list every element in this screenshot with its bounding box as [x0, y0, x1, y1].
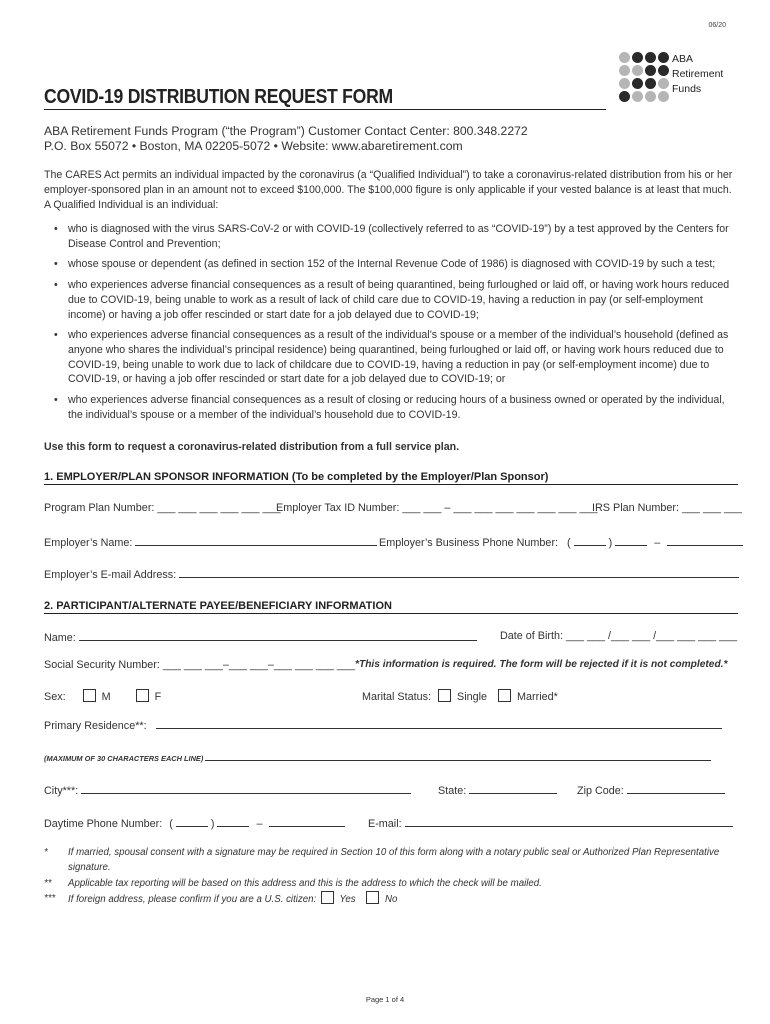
- sex-field: [44, 689, 161, 703]
- employer-email-label: Employer’s E-mail Address:: [44, 569, 177, 581]
- us-citizen-yes-checkbox[interactable]: [321, 891, 334, 904]
- logo-line-funds: Funds: [672, 83, 702, 95]
- irs-plan-number-field[interactable]: [592, 502, 742, 514]
- state-input[interactable]: [469, 783, 557, 794]
- state-field[interactable]: [438, 783, 557, 797]
- employer-tax-id-field[interactable]: [276, 502, 598, 514]
- list-item: • who experiences adverse financial consequences as a result of being quarantined, being furloughed or laid off, or having work hours reduced due to COVID-19, being unable to work as a result of lack of child care due to COVID-19, having a reduction in pay (or self-employment income) or having a job offer rescinded or start date for a job delayed due to COVID-19;: [44, 278, 738, 322]
- name-field[interactable]: [44, 630, 477, 644]
- program-plan-number-blanks[interactable]: ___ ___ ___ ___ ___ ___: [157, 502, 281, 514]
- contact-line-1: ABA Retirement Funds Program (“the Program”) Customer Contact Center: 800.348.2272: [44, 124, 528, 138]
- name-label: Name:: [44, 632, 76, 644]
- intro-paragraph: The CARES Act permits an individual impacted by the coronavirus (a “Qualified Individual”) to take a coronavirus-related distribution from his or her employer-sponsored plan in an amount not to exceed $100,000. The $100,000 figure is only applicable if your vested balance is at least that much. A Qualified Individual is an individual:: [44, 169, 733, 211]
- us-citizen-yes-label: Yes: [339, 894, 356, 905]
- employer-name-field[interactable]: [44, 535, 377, 549]
- footnote-2: Applicable tax reporting will be based on this address and this is the address to which the check will be mailed.: [68, 878, 542, 889]
- sex-male-label: M: [101, 691, 111, 703]
- employer-tax-id-label: Employer Tax ID Number:: [276, 502, 400, 514]
- qualified-individual-list: [44, 222, 738, 428]
- sex-label: Sex:: [44, 691, 66, 703]
- logo-text: [672, 52, 723, 97]
- business-phone-field[interactable]: [379, 535, 743, 549]
- page-number: Page 1 of 4: [365, 995, 405, 1004]
- participant-email-field[interactable]: [368, 816, 733, 830]
- max-characters-note: (MAXIMUM OF 30 CHARACTERS EACH LINE): [44, 754, 204, 763]
- employer-name-input[interactable]: [135, 535, 377, 546]
- daytime-phone-field[interactable]: [44, 816, 345, 830]
- sex-female-label: F: [154, 691, 162, 703]
- zip-field[interactable]: [577, 783, 725, 797]
- footnote-mark-2: **: [44, 878, 52, 889]
- daytime-line-input[interactable]: [269, 816, 345, 827]
- aba-logo: [619, 52, 739, 104]
- phone-prefix-input[interactable]: [615, 535, 647, 546]
- use-form-note: Use this form to request a coronavirus-related distribution from a full service plan.: [44, 441, 460, 453]
- list-item: • whose spouse or dependent (as defined in section 152 of the Internal Revenue Code of 1986) is diagnosed with COVID-19 by such a test;: [44, 257, 738, 272]
- area-code-input[interactable]: [574, 535, 606, 546]
- footnote-3-text: If foreign address, please confirm if you are a U.S. citizen:: [68, 894, 317, 905]
- address-line-2-input[interactable]: [205, 752, 711, 761]
- city-label: City***:: [44, 785, 79, 797]
- contact-info: [44, 124, 528, 154]
- program-plan-number-label: Program Plan Number:: [44, 502, 155, 514]
- ssn-label: Social Security Number:: [44, 659, 160, 671]
- marital-status-label: Marital Status:: [362, 691, 432, 703]
- ssn-field[interactable]: [44, 659, 355, 671]
- phone-open-paren: (: [169, 818, 173, 830]
- daytime-area-code-input[interactable]: [176, 816, 208, 827]
- us-citizen-no-checkbox[interactable]: [366, 891, 379, 904]
- daytime-phone-label: Daytime Phone Number:: [44, 818, 163, 830]
- marital-status-field: [362, 689, 558, 703]
- primary-residence-label: Primary Residence**:: [44, 720, 147, 732]
- phone-close-paren: ): [608, 537, 613, 549]
- sex-male-checkbox[interactable]: [83, 689, 96, 702]
- daytime-prefix-input[interactable]: [217, 816, 249, 827]
- participant-email-input[interactable]: [405, 816, 733, 827]
- dob-blanks[interactable]: ___ ___ /___ ___ /___ ___ ___ ___: [566, 630, 738, 642]
- footnote-mark-1: *: [44, 847, 48, 858]
- name-input[interactable]: [79, 630, 477, 641]
- form-title: COVID-19 DISTRIBUTION REQUEST FORM: [44, 86, 393, 108]
- primary-residence-field[interactable]: [44, 718, 722, 732]
- employer-email-field[interactable]: [44, 567, 739, 581]
- contact-line-2: P.O. Box 55072 • Boston, MA 02205-5072 • Website: www.abaretirement.com: [44, 139, 463, 153]
- city-field[interactable]: [44, 783, 411, 797]
- form-version: 06/20: [708, 22, 726, 29]
- marital-single-checkbox[interactable]: [438, 689, 451, 702]
- ssn-blanks[interactable]: ___ ___ ___–___ ___–___ ___ ___ ___: [162, 659, 355, 671]
- logo-line-aba: ABA: [672, 53, 694, 65]
- zip-input[interactable]: [627, 783, 725, 794]
- section-1-heading: 1. EMPLOYER/PLAN SPONSOR INFORMATION (To be completed by the Employer/Plan Sponsor): [44, 471, 738, 485]
- sex-female-checkbox[interactable]: [136, 689, 149, 702]
- marital-single-label: Single: [457, 691, 488, 703]
- irs-plan-number-label: IRS Plan Number:: [592, 502, 680, 514]
- participant-email-label: E-mail:: [368, 818, 402, 830]
- employer-email-input[interactable]: [179, 567, 739, 578]
- employer-name-label: Employer’s Name:: [44, 537, 133, 549]
- phone-open-paren: (: [567, 537, 571, 549]
- footnote-mark-3: ***: [44, 893, 56, 904]
- irs-plan-number-blanks[interactable]: ___ ___ ___: [682, 502, 743, 514]
- business-phone-label: Employer’s Business Phone Number:: [379, 537, 559, 549]
- ssn-required-note: *This information is required. The form will be rejected if it is not completed.*: [355, 659, 728, 670]
- state-label: State:: [438, 785, 467, 797]
- title-rule: [44, 109, 606, 110]
- dob-label: Date of Birth:: [500, 630, 564, 642]
- us-citizen-no-label: No: [385, 894, 398, 905]
- list-item: • who is diagnosed with the virus SARS-CoV-2 or with COVID-19 (collectively referred to as “COVID-19”) by a test approved by the Centers for Disease Control and Prevention;: [44, 222, 738, 251]
- employer-tax-id-blanks[interactable]: ___ ___ – ___ ___ ___ ___ ___ ___ ___: [402, 502, 598, 514]
- list-item: • who experiences adverse financial consequences as a result of closing or reducing hours of a business owned or operated by the individual, the individual’s spouse or a member of the individual’s household due to COVID-19.: [44, 393, 738, 422]
- footnote-1: If married, spousal consent with a signature may be required in Section 10 of this form along with a notary public seal or Authorized Plan Representative signature.: [68, 847, 720, 873]
- zip-label: Zip Code:: [577, 785, 624, 797]
- primary-residence-input[interactable]: [156, 718, 722, 729]
- city-input[interactable]: [81, 783, 411, 794]
- phone-dash: –: [654, 537, 661, 549]
- marital-married-label: Married*: [517, 691, 558, 703]
- phone-line-input[interactable]: [667, 535, 743, 546]
- address-line-2-field[interactable]: [44, 752, 711, 763]
- marital-married-checkbox[interactable]: [498, 689, 511, 702]
- list-item: • who experiences adverse financial consequences as a result of the individual’s spouse or a member of the individual’s household (defined as anyone who shares the individual’s principal residence) being quarantined, being furloughed or laid off, or having work hours reduced due to COVID-19, being unable to work due to lack of childcare due to COVID-19, having a reduction in pay (or self-employment income) due to COVID-19, or having a job offer rescinded or start date for a job delayed due to COVID-19; or: [44, 328, 738, 387]
- dob-field[interactable]: [500, 630, 737, 642]
- footnote-3: [68, 891, 732, 907]
- phone-close-paren: ): [210, 818, 215, 830]
- section-2-heading: 2. PARTICIPANT/ALTERNATE PAYEE/BENEFICIARY INFORMATION: [44, 600, 738, 614]
- phone-dash: –: [256, 818, 263, 830]
- program-plan-number-field[interactable]: [44, 502, 281, 514]
- logo-line-retirement: Retirement: [672, 68, 724, 80]
